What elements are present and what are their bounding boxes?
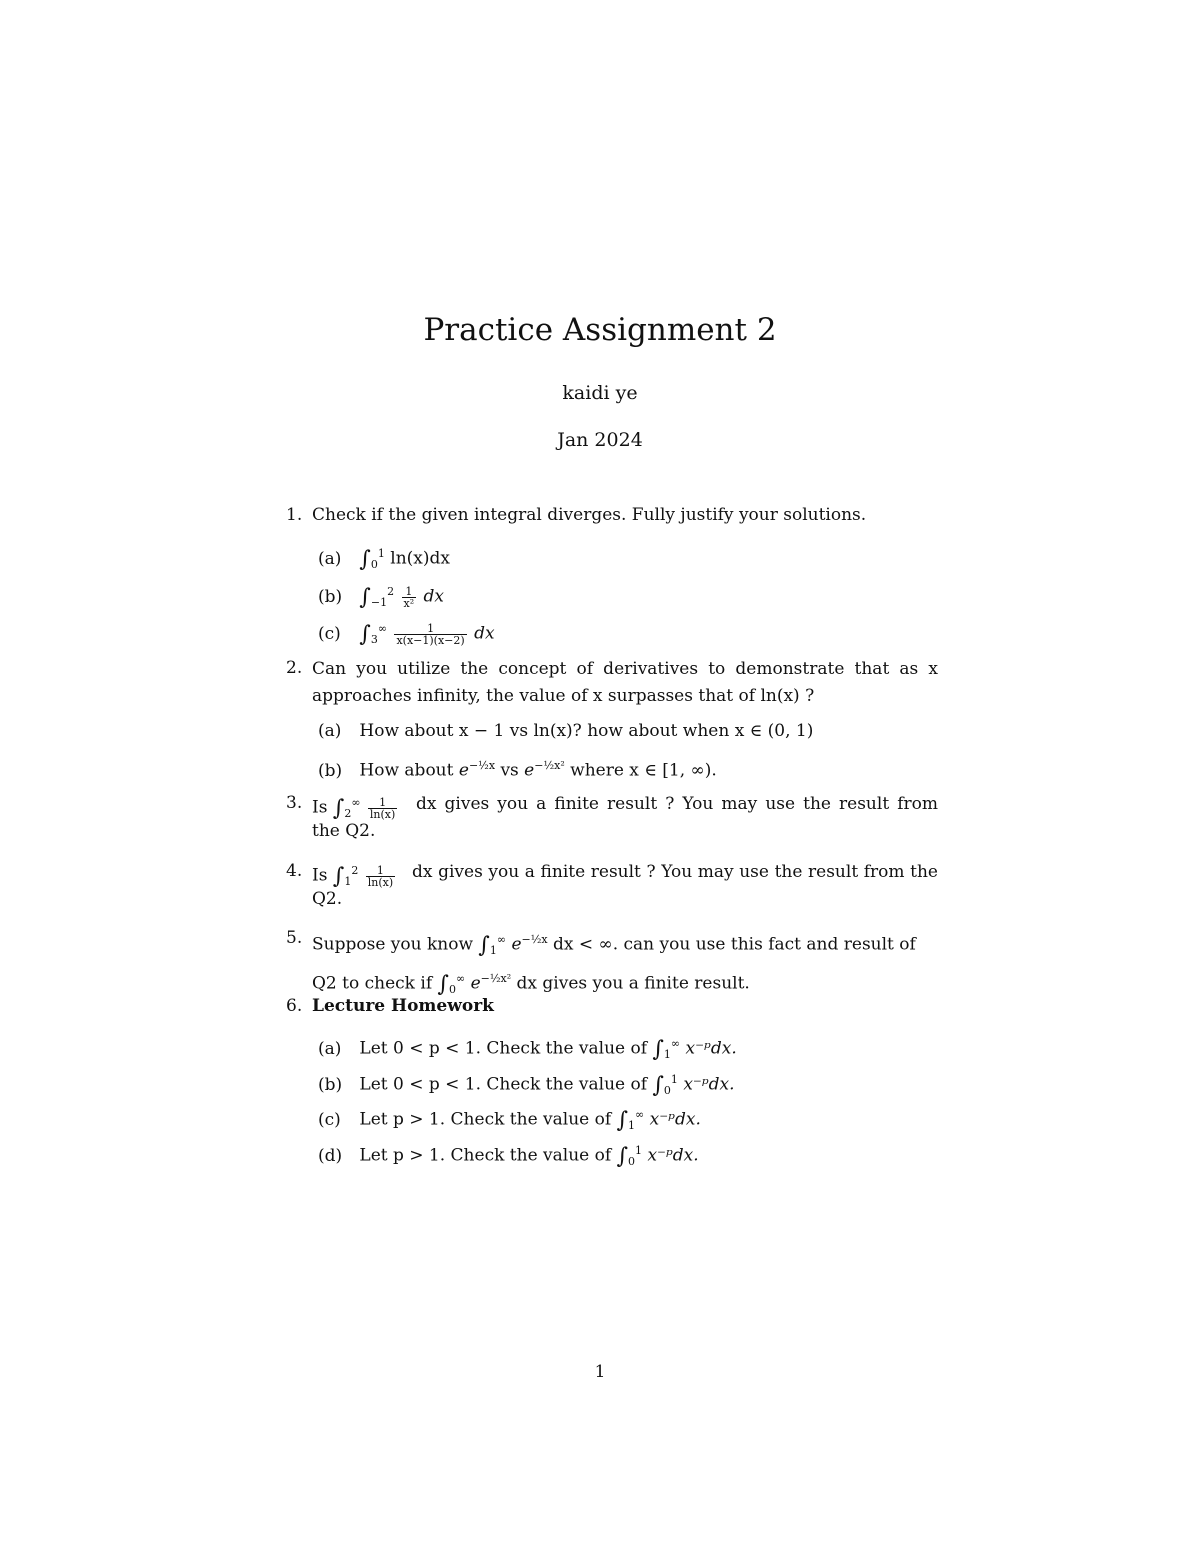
question-text: Check if the given integral diverges. Fully justify your solutions. [312,505,867,525]
lower-limit: 0 [370,558,378,572]
question-body: Is $\int_1^2$ $\frac{1}{\ln(x)}$ [312,863,394,889]
integral-sign: ∫ [616,1143,629,1169]
upper-limit: 1 [377,547,385,560]
part-text-after: where x ∈ [1, ∞). [570,760,717,781]
part-text: How about x − 1 vs ln(x)? how about when x ∈ (0, 1) [359,721,814,741]
question-6a: (a) Let 0 < p < 1. Check the value of $\int_1^\infty$ x⁻ᵖdx. [318,1036,737,1062]
question-text: dx gives you a finite result ? You may use the result from the Q2. [312,794,938,841]
question-text: Suppose you know $\int_1^\infty$ $e^{-\frac{1}{2}x}$ dx < ∞. can you use this fact and result of Q2 to check if $\int_0^\infty$ $e^{-\frac{1}{2}x^2}$ dx gives you a finite result. [312,932,916,997]
integral-sign: ∫ [437,971,449,997]
page-number: 1 [594,1362,606,1382]
question-2a [318,719,813,743]
integrand: x⁻ᵖdx. [649,1109,701,1130]
integrand: dx [474,623,495,644]
question-1c [318,617,495,652]
page-title: Practice Assignment 2 [423,312,777,348]
part-label: (b) [318,586,343,607]
integral-sign: ∫ [332,795,345,821]
integral-sign: ∫ [478,932,490,958]
part-label: (d) [318,1145,343,1166]
integral-sign: ∫ [616,1107,629,1133]
part-label: (b) [318,760,343,781]
question-number: 5. [286,928,303,948]
lower-limit: 3 [370,633,378,647]
part-text: Let p > 1. Check the value of [359,1109,612,1130]
question-body: Is $\int_2^\infty$ $\frac{1}{\ln(x)}$ [312,795,396,821]
upper-limit: 2 [387,585,395,598]
question-number: 2. [286,658,303,678]
question-number: 1. [286,505,303,525]
fraction: $\frac{1}{x(x-1)(x-2)}$ [396,621,465,647]
integrand: x⁻ᵖdx. [647,1145,699,1166]
part-label: (b) [318,1074,343,1095]
integrand: ln(x)dx [390,548,450,569]
question-6b: (b) Let 0 < p < 1. Check the value of $\int_0^1$ x⁻ᵖdx. [318,1072,735,1098]
integral-sign: ∫ [652,1072,664,1098]
question-number: 4. [286,861,303,881]
part-label: (a) [318,548,342,569]
integrand: x⁻ᵖdx. [685,1038,737,1059]
question-number: 3. [286,793,303,813]
question-6d: (d) Let p > 1. Check the value of $\int_0^1$ x⁻ᵖdx. [318,1143,699,1169]
fraction: $\frac{1}{\ln(x)}$ [367,863,394,889]
question-1b [318,580,444,615]
date: Jan 2024 [557,429,643,451]
integrand: dx [423,586,445,607]
integral-sign: ∫ [359,546,371,572]
part-label: (c) [318,1109,341,1130]
integral-sign: ∫ [332,863,345,889]
author: kaidi ye [562,382,638,404]
question-2b [318,754,717,783]
part-label: (a) [318,1038,342,1059]
exponential-base: e [524,760,535,781]
part-text-before: How about [359,760,454,781]
exponent: −½x [468,759,496,772]
integral-sign: ∫ [359,621,371,647]
part-label: (a) [318,721,342,741]
fraction: $\frac{1}{\ln(x)}$ [369,795,396,821]
section-heading: Lecture Homework [312,996,494,1016]
exponential-base: e [458,760,469,781]
exponent: −½x² [534,759,565,772]
part-label: (c) [318,623,341,644]
question-6c: (c) Let p > 1. Check the value of $\int_1^\infty$ x⁻ᵖdx. [318,1107,701,1133]
part-text: Let 0 < p < 1. Check the value of [359,1074,648,1095]
integral-sign: ∫ [359,584,371,610]
question-1a [318,542,450,577]
upper-limit: ∞ [377,622,388,635]
integral-sign: ∫ [652,1036,664,1062]
part-text-mid: vs [500,760,519,781]
question-text: dx gives you a finite result ? You may use the result from the Q2. [312,862,938,909]
part-text: Let p > 1. Check the value of [359,1145,612,1166]
lower-limit: −1 [370,596,388,610]
question-text: Can you utilize the concept of derivatives to demonstrate that as x approaches infinity, the value of x surpasses that of ln(x) ? [312,659,938,706]
fraction: $\frac{1}{\text{x²}}$ [403,584,415,610]
part-text: Let 0 < p < 1. Check the value of [359,1038,648,1059]
integrand: x⁻ᵖdx. [683,1074,735,1095]
question-number: 6. [286,996,303,1016]
